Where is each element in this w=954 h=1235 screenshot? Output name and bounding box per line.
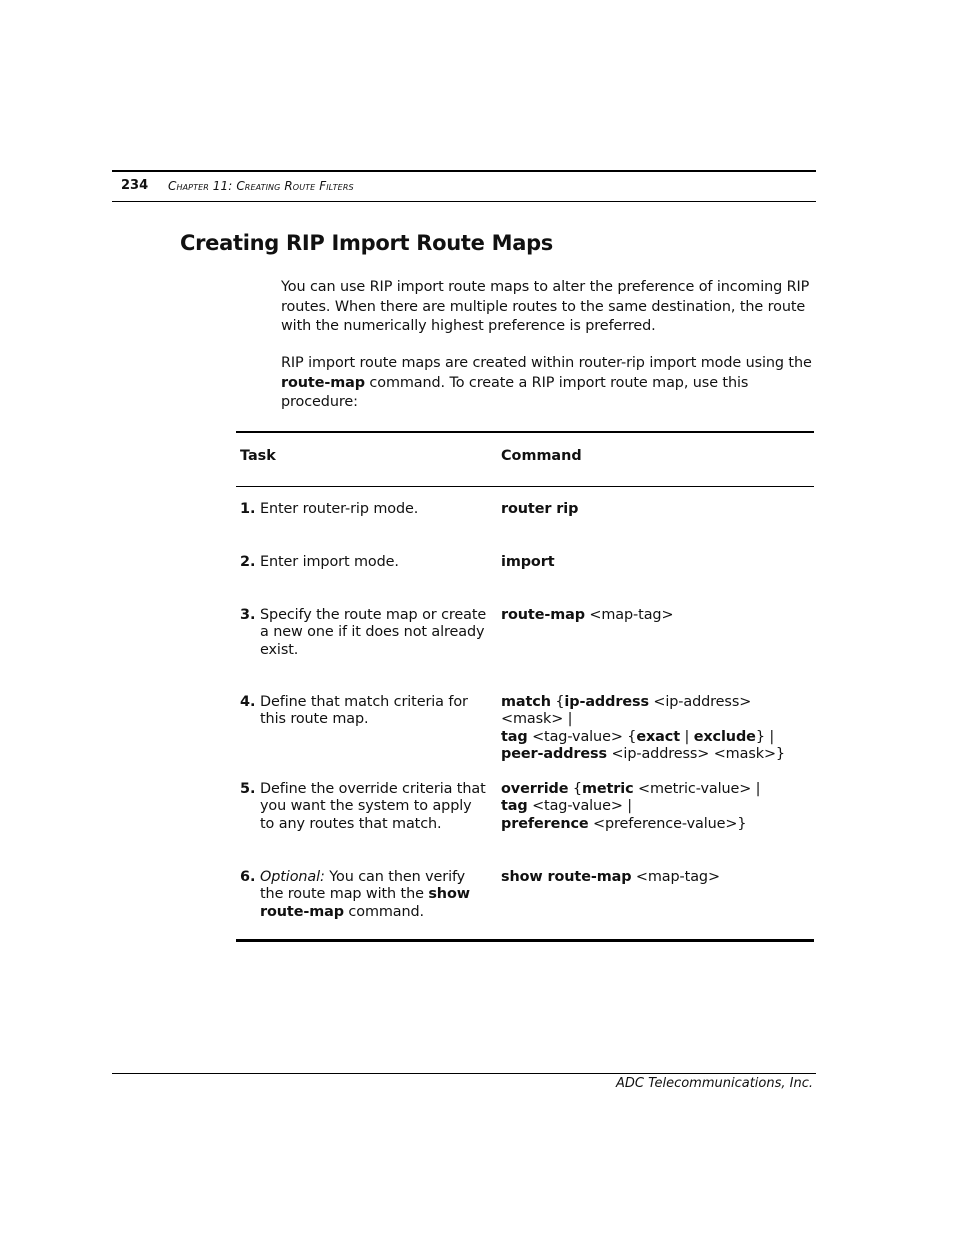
command-keyword: exact (636, 728, 680, 745)
command-keyword: ip-address (564, 694, 649, 710)
command-keyword: route-map (501, 607, 585, 623)
command-keyword: show route-map (260, 886, 470, 920)
table-rule-bottom (236, 939, 814, 942)
step-command (501, 781, 811, 833)
command-keyword: router rip (501, 501, 579, 517)
step-task: Specify the route map or create a new one if it does not already exist. (260, 607, 487, 658)
command-keyword: show route-map (501, 869, 632, 885)
chapter-title: Chapter 11: Creating Route Filters (168, 179, 354, 193)
step-command (501, 501, 811, 518)
step-command (501, 607, 811, 624)
command-argument: <ip-address> <mask> | (501, 694, 752, 728)
command-argument: <map-tag> (584, 607, 674, 623)
step-task: Enter router-rip mode. (260, 501, 419, 517)
command-argument: <tag-value> | (527, 798, 633, 815)
command-keyword: import (501, 554, 555, 570)
step-number: 3. (240, 607, 256, 623)
intro-paragraph: You can use RIP import route maps to alter the preference of incoming RIP routes. When there are multiple routes to the same destination, the route with the numerically highest preference is preferred. (281, 279, 810, 334)
optional-label: Optional: (260, 869, 325, 885)
step-command (501, 869, 811, 886)
page-number: 234 (121, 178, 149, 193)
command-argument: <map-tag> (631, 869, 720, 885)
step-task: Enter import mode. (260, 554, 399, 570)
table-header-task: Task (240, 448, 276, 464)
step-number: 1. (240, 501, 256, 517)
task-text: You can then verify the route map with the (260, 869, 466, 903)
table-header-rule (236, 486, 814, 487)
command-keyword: override (501, 781, 569, 797)
header-rule-top (112, 170, 816, 172)
footer-rule (112, 1073, 816, 1074)
command-keyword: metric (581, 781, 634, 797)
command-keyword: tag (501, 798, 528, 815)
procedure-command: route-map (281, 374, 365, 391)
command-text: | (680, 728, 694, 745)
command-keyword: peer-address (501, 745, 607, 762)
procedure-paragraph (281, 354, 821, 413)
command-keyword: tag (501, 728, 528, 745)
table-rule-top (236, 431, 814, 433)
command-keyword: preference (501, 815, 589, 832)
step-number: 2. (240, 554, 256, 570)
command-argument: <ip-address> <mask>} (607, 745, 785, 762)
header-rule-bottom (112, 201, 816, 202)
command-argument: <preference-value>} (588, 815, 747, 832)
table-header-command: Command (501, 448, 582, 464)
section-title: Creating RIP Import Route Maps (180, 231, 553, 255)
step-number: 5. (240, 781, 256, 797)
command-text: } | (755, 728, 775, 745)
step-number: 6. (240, 869, 256, 885)
step-number: 4. (240, 694, 256, 710)
command-argument: <tag-value> { (527, 728, 637, 745)
procedure-text-a: RIP import route maps are created within router-rip import mode using the (281, 355, 812, 371)
footer-company: ADC Telecommunications, Inc. (616, 1076, 813, 1091)
step-task: Define the override criteria that you want the system to apply to any routes that match. (260, 781, 486, 832)
task-text: command. (343, 903, 425, 920)
step-command (501, 554, 811, 571)
step-task: Define that match criteria for this route map. (260, 694, 468, 728)
command-keyword: match (501, 694, 551, 710)
command-argument: <metric-value> | (633, 781, 761, 797)
command-keyword: exclude (693, 728, 756, 745)
procedure-text-c: command. To create a RIP import route map, use this procedure: (281, 374, 749, 410)
step-command (501, 694, 811, 763)
command-text: { (550, 694, 565, 710)
step-task (260, 869, 488, 921)
command-text: { (568, 781, 582, 797)
